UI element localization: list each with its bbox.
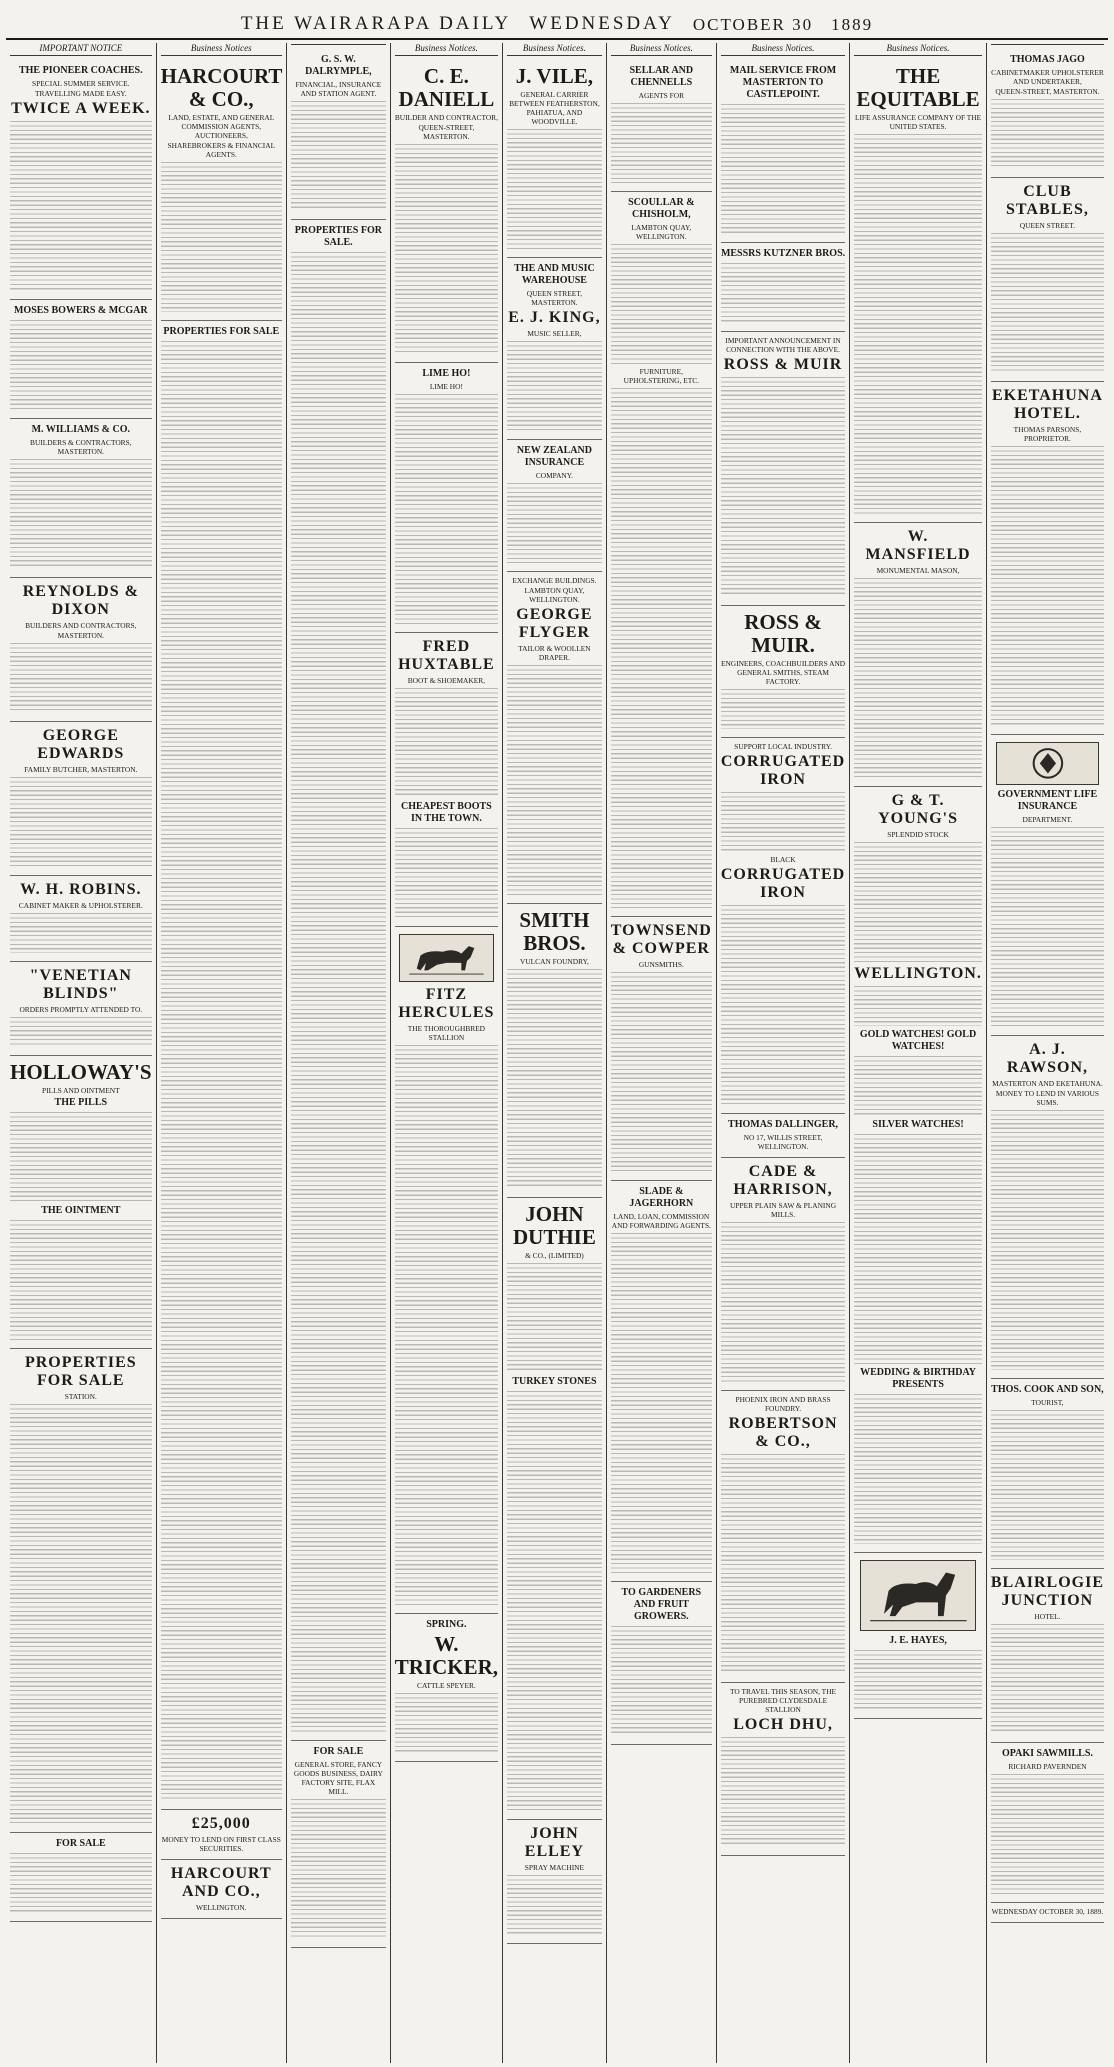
ad-heading: CADE & HARRISON,	[733, 1163, 833, 1198]
ad-heading: THE PIONEER COACHES.	[18, 65, 143, 76]
ad-heading: SCOULLAR & CHISHOLM,	[628, 197, 695, 220]
ad-for-sale	[10, 1833, 152, 1922]
ad-subheading: MASTERTON AND EKETAHUNA.	[992, 1078, 1103, 1088]
ad-name: E. J. KING,	[508, 309, 601, 326]
ad-subheading: PILLS AND OINTMENT	[42, 1086, 120, 1095]
ad-section-heading: FURNITURE, UPHOLSTERING, ETC.	[623, 367, 699, 385]
ad-lime-ho	[395, 363, 498, 633]
text-block	[395, 1045, 498, 1605]
ad-heading: SPRING.	[426, 1619, 467, 1631]
ad-subheading: COMPANY.	[535, 471, 573, 480]
text-block	[10, 459, 152, 569]
ad-subheading: BUILDERS & CONTRACTORS, MASTERTON.	[30, 438, 132, 456]
column-7	[717, 43, 850, 2063]
ad-loch-dhu	[721, 1683, 845, 1856]
ad-trade: MUSIC SELLER,	[527, 329, 582, 338]
text-block	[611, 244, 712, 364]
text-block	[291, 252, 386, 1732]
text-block	[854, 1394, 982, 1544]
ad-heading: MOSES BOWERS & MCGAR	[13, 305, 148, 316]
ad-club-stables	[991, 178, 1104, 382]
ad-subheading: LAMBTON QUAY, WELLINGTON.	[631, 223, 692, 241]
ad-subheading: NO 17, WILLIS STREET, WELLINGTON.	[743, 1133, 823, 1151]
ad-heading: HARCOURT AND CO.,	[170, 1865, 272, 1900]
ad-w-h-robins	[10, 876, 152, 962]
ad-scoullar-chisholm	[611, 192, 712, 917]
ad-heading: THE EQUITABLE	[856, 64, 980, 111]
text-block	[291, 1799, 386, 1939]
ad-heading: CLUB STABLES,	[1006, 183, 1089, 218]
ad-subheading: MONUMENTAL MASON,	[876, 566, 960, 575]
ad-heading: GOVERNMENT LIFE INSURANCE	[997, 788, 1098, 812]
column-1-heading: IMPORTANT NOTICE	[10, 43, 152, 56]
ad-location: QUEEN-STREET, MASTERTON.	[995, 87, 1100, 96]
ad-subheading: FINANCIAL, INSURANCE AND STATION AGENT.	[295, 80, 382, 98]
text-block	[507, 483, 602, 563]
ad-slade-jagerhorn	[611, 1181, 712, 1582]
text-block	[611, 972, 712, 1172]
text-block	[611, 1233, 712, 1573]
paper-name: THE WAIRARAPA DAILY	[240, 13, 512, 34]
ad-cade-harrison	[721, 1158, 845, 1391]
text-block	[721, 792, 845, 852]
ad-subheading: SPECIAL SUMMER SERVICE.	[32, 79, 130, 88]
text-block	[854, 842, 982, 962]
text-block	[991, 446, 1104, 726]
ad-location: QUEEN-STREET, MASTERTON.	[418, 123, 475, 141]
ad-heading: J. E. HAYES,	[889, 1634, 947, 1646]
crest-icon	[997, 743, 1099, 784]
ad-kutzner-bros	[721, 243, 845, 332]
columns	[6, 43, 1108, 2063]
ad-music-warehouse	[507, 258, 602, 440]
text-block	[991, 1774, 1104, 1894]
text-block	[721, 1737, 845, 1847]
ad-corrugated-iron	[721, 738, 845, 1114]
text-block	[395, 1693, 498, 1753]
ad-subheading: GUNSMITHS.	[638, 960, 684, 969]
ad-section-heading: THE PILLS	[54, 1097, 108, 1108]
crest-emblem	[996, 742, 1100, 785]
ad-subheading: THOMAS PARSONS, PROPRIETOR.	[1013, 425, 1082, 443]
column-4	[391, 43, 503, 2063]
text-block	[721, 377, 845, 597]
ad-holloways	[10, 1056, 152, 1349]
ad-subheading: FAMILY BUTCHER, MASTERTON.	[24, 765, 138, 774]
text-block	[507, 1875, 602, 1935]
masthead-date: OCTOBER 30	[692, 15, 814, 34]
ad-subheading: DEPARTMENT.	[1022, 814, 1073, 824]
ad-subheading: TAILOR & WOOLLEN DRAPER.	[518, 644, 591, 662]
ad-heading: W. H. ROBINS.	[20, 881, 142, 898]
ad-heading: GEORGE FLYGER	[516, 606, 593, 641]
text-block	[854, 578, 982, 778]
ad-heading: G & T. YOUNG'S	[878, 792, 958, 827]
text-block	[10, 121, 152, 291]
ad-government-insurance	[991, 735, 1104, 1036]
text-block	[991, 99, 1104, 169]
ad-subheading: SPLENDID STOCK	[887, 830, 949, 839]
text-block	[991, 233, 1104, 373]
ad-george-flyger	[507, 572, 602, 904]
ad-heading-name: W. TRICKER,	[394, 1632, 499, 1680]
text-block	[507, 341, 602, 431]
column-3	[287, 43, 391, 2063]
text-block	[10, 643, 152, 713]
ad-j-e-hayes	[854, 1553, 982, 1719]
ad-tagline: TRAVELLING MADE EASY.	[35, 89, 127, 98]
ad-heading: PROPERTIES FOR SALE	[24, 1354, 137, 1389]
ad-heading: MAIL SERVICE FROM MASTERTON TO CASTLEPOINT.	[729, 65, 837, 100]
ad-subheading-2: SHAREBROKERS & FINANCIAL AGENTS.	[167, 141, 276, 159]
ad-subheading: QUEEN STREET, MASTERTON.	[526, 289, 583, 307]
stallion-engraving	[860, 1560, 977, 1631]
ad-ross-muir-notice	[721, 332, 845, 606]
ad-heading: EKETAHUNA HOTEL.	[991, 387, 1103, 422]
ad-section-heading: THE OINTMENT	[41, 1205, 121, 1216]
ad-subheading: BUILDER AND CONTRACTOR,	[394, 113, 498, 122]
column-1	[6, 43, 157, 2063]
ad-location-2: LAMBTON QUAY, WELLINGTON.	[524, 586, 585, 604]
ad-subheading: ORDERS PROMPTLY ATTENDED TO.	[19, 1005, 143, 1014]
ad-subheading: SPRAY MACHINE	[524, 1863, 585, 1872]
ad-heading: REYNOLDS & DIXON	[22, 583, 139, 618]
column-3-heading	[291, 43, 386, 45]
ad-heading: SMITH BROS.	[519, 908, 590, 955]
text-block	[854, 1650, 982, 1710]
ad-robertson	[721, 1391, 845, 1683]
ad-subheading: BUILDERS AND CONTRACTORS,	[25, 621, 137, 630]
column-5	[503, 43, 607, 2063]
ad-nz-insurance	[507, 440, 602, 572]
ad-subheading: CABINETMAKER UPHOLSTERER AND UNDERTAKER,	[991, 68, 1104, 86]
ad-heading: THOS. COOK AND SON,	[991, 1383, 1104, 1395]
ad-subheading: PHOENIX IRON AND BRASS FOUNDRY.	[735, 1395, 831, 1413]
text-block	[721, 905, 845, 1105]
ad-john-duthie	[507, 1198, 602, 1820]
ad-thos-cook	[991, 1379, 1104, 1569]
text-block	[611, 103, 712, 183]
ad-spring	[395, 1614, 498, 1762]
ad-subheading: TOURIST,	[1031, 1397, 1064, 1407]
ad-eketahuna-hotel	[991, 382, 1104, 735]
ad-m-williams	[10, 419, 152, 578]
text-block	[291, 101, 386, 211]
ad-venetian-blinds	[10, 962, 152, 1056]
ad-sellar-chennells	[611, 60, 712, 192]
ad-heading: MESSRS KUTZNER BROS.	[720, 248, 846, 259]
ad-subheading: SUPPORT LOCAL INDUSTRY.	[734, 742, 832, 751]
ad-heading: LOCH DHU,	[733, 1716, 833, 1733]
ad-slogan: CHEAPEST BOOTS IN THE TOWN.	[401, 801, 492, 824]
ad-section-heading: CORRUGATED IRON	[720, 866, 846, 901]
text-block	[854, 986, 982, 1026]
text-block	[10, 777, 152, 867]
ad-heading: SLADE & JAGERHORN	[629, 1186, 694, 1209]
ad-a-j-rawson	[991, 1036, 1104, 1379]
ad-heading: £25,000	[191, 1815, 251, 1832]
text-block	[991, 1624, 1104, 1734]
text-block	[395, 144, 498, 354]
ad-blairlogie	[991, 1569, 1104, 1743]
ad-thomas-dallinger	[721, 1114, 845, 1158]
ad-subheading: QUEEN STREET.	[1019, 221, 1076, 230]
column-6-heading: Business Notices.	[611, 43, 712, 56]
ad-young	[854, 787, 982, 1553]
ad-subheading: STATION.	[64, 1392, 97, 1401]
text-block	[991, 827, 1104, 1027]
ad-subheading: IMPORTANT ANNOUNCEMENT IN CONNECTION WITH THE ABOVE.	[725, 336, 841, 354]
ad-heading: THOMAS JAGO	[1010, 54, 1085, 65]
ad-heading: "VENETIAN BLINDS"	[29, 967, 132, 1002]
ad-w-mansfield	[854, 523, 982, 787]
ad-properties-for-sale	[10, 1349, 152, 1833]
ad-heading: SELLAR AND CHENNELLS	[629, 65, 694, 88]
ad-townsend-cowper	[611, 917, 712, 1181]
ad-dalrymple-for-sale	[291, 1741, 386, 1948]
ad-heading: HOLLOWAY'S	[10, 1060, 152, 1084]
text-block	[721, 1454, 845, 1674]
ad-subheading: LIME HO!	[429, 382, 463, 391]
text-block	[395, 828, 498, 918]
ad-fitz-hercules	[395, 927, 498, 1614]
ad-fred-huxtable	[395, 633, 498, 927]
ad-harcourt	[161, 60, 282, 321]
ad-subheading: CATTLE SPEYER.	[417, 1681, 476, 1691]
column-9	[987, 43, 1108, 2063]
ad-heading: J. VILE,	[515, 64, 594, 88]
masthead-year: 1889	[831, 15, 874, 34]
ad-subheading: THE THOROUGHBRED STALLION	[407, 1024, 486, 1043]
text-block	[991, 1410, 1104, 1560]
column-5-heading: Business Notices.	[507, 43, 602, 56]
ad-heading: THE AND MUSIC WAREHOUSE	[514, 263, 595, 286]
ad-heading: TOWNSEND & COWPER	[610, 922, 712, 957]
text-block	[721, 689, 845, 729]
ad-location: EXCHANGE BUILDINGS.	[512, 576, 597, 585]
ad-thomas-jago	[991, 49, 1104, 178]
column-7-heading: Business Notices.	[721, 43, 845, 56]
ad-tagline: MONEY TO LEND IN VARIOUS SUMS.	[995, 1088, 1099, 1107]
ad-subheading: HOTEL.	[1034, 1611, 1061, 1621]
text-block	[991, 1110, 1104, 1370]
ad-equitable	[854, 60, 982, 523]
ad-moses-bowers	[10, 300, 152, 419]
ad-heading: A. J. RAWSON,	[1006, 1040, 1089, 1076]
ad-subheading: LIFE ASSURANCE COMPANY OF THE UNITED STATES.	[854, 113, 982, 131]
ad-gardeners	[611, 1582, 712, 1745]
ad-harcourt-footer	[161, 1860, 282, 1919]
text-block	[10, 1017, 152, 1047]
column-2-heading: Business Notices	[161, 43, 282, 56]
ad-subheading: GENERAL CARRIER BETWEEN FEATHERSTON, PAHIATUA, AND WOODVILLE.	[509, 90, 600, 126]
ad-location: MASTERTON.	[57, 631, 105, 640]
ad-money-to-lend	[161, 1810, 282, 1860]
ad-subheading: UPPER PLAIN SAW & PLANING MILLS.	[730, 1201, 837, 1219]
horse-icon	[861, 1561, 976, 1630]
ad-heading: M. WILLIAMS & CO.	[31, 424, 131, 435]
ad-harcourt-properties	[161, 321, 282, 1810]
text-block	[507, 129, 602, 249]
text-block	[721, 1222, 845, 1382]
text-block	[507, 1263, 602, 1373]
ad-heading: JOHN ELLEY	[524, 1825, 585, 1860]
ad-heading: FOR SALE	[313, 1746, 364, 1757]
imprint	[991, 1903, 1104, 1923]
ad-dalrymple	[291, 49, 386, 220]
ad-heading: ROBERTSON & CO.,	[728, 1415, 838, 1450]
ad-subheading: TO TRAVEL THIS SEASON, THE PUREBRED CLYDESDALE STALLION	[730, 1687, 837, 1714]
text-block	[721, 104, 845, 234]
ad-location: WELLINGTON.	[854, 965, 982, 982]
ad-smith-bros	[507, 904, 602, 1198]
ad-reynolds-dixon	[10, 578, 152, 722]
ad-j-vile	[507, 60, 602, 258]
ad-heading: THOMAS DALLINGER,	[728, 1119, 839, 1130]
text-block	[10, 1853, 152, 1913]
ad-subheading: LAND, LOAN, COMMISSION AND FORWARDING AGENTS.	[611, 1212, 711, 1230]
horse-engraving	[399, 934, 494, 982]
text-block	[395, 688, 498, 798]
ad-section-heading: WEDDING & BIRTHDAY PRESENTS	[860, 1367, 977, 1390]
column-4-heading: Business Notices.	[395, 43, 498, 56]
ad-subheading: BOOT & SHOEMAKER,	[407, 676, 486, 685]
text-block	[10, 913, 152, 953]
ad-subheading: CABINET MAKER & UPHOLSTERER.	[18, 901, 143, 910]
ad-subheading: ENGINEERS, COACHBUILDERS AND GENERAL SMITHS, STEAM FACTORY.	[720, 659, 846, 686]
ad-heading: JOHN DUTHIE	[512, 1202, 596, 1249]
ad-heading: ROSS & MUIR	[723, 356, 843, 373]
text-block	[395, 394, 498, 624]
text-block	[161, 162, 282, 312]
ad-subheading: RICHARD PAVERNDEN	[1008, 1761, 1087, 1771]
text-block	[854, 134, 982, 514]
column-2	[157, 43, 287, 2063]
ad-subheading: MONEY TO LEND ON FIRST CLASS SECURITIES.	[161, 1835, 281, 1853]
ad-section-subheading: BLACK	[770, 855, 796, 864]
ad-heading: FOR SALE	[55, 1838, 106, 1849]
text-block	[507, 1391, 602, 1811]
masthead-weekday: WEDNESDAY	[529, 13, 675, 34]
text-block	[721, 263, 845, 323]
text-block	[161, 341, 282, 1801]
column-9-heading	[991, 43, 1104, 45]
ad-c-e-daniell	[395, 60, 498, 363]
ad-heading: FITZ HERCULES	[398, 986, 495, 1022]
ad-ross-muir	[721, 606, 845, 738]
ad-george-edwards	[10, 722, 152, 876]
ad-heading: HARCOURT & CO.,	[160, 64, 283, 111]
ad-opaki-sawmills	[991, 1743, 1104, 1903]
ad-section-heading: TURKEY STONES	[512, 1376, 597, 1387]
ad-heading: GEORGE EDWARDS	[37, 727, 125, 762]
ad-subheading: LAND, ESTATE, AND GENERAL COMMISSION AGENTS, AUCTIONEERS,	[168, 113, 275, 140]
ad-heading: TO GARDENERS AND FRUIT GROWERS.	[621, 1587, 702, 1622]
ad-section-heading: SILVER WATCHES!	[872, 1119, 964, 1130]
text-block	[10, 320, 152, 410]
column-8	[850, 43, 987, 2063]
text-block	[854, 1134, 982, 1364]
text-block	[507, 969, 602, 1189]
ad-subheading: & CO., (LIMITED)	[525, 1251, 584, 1260]
ad-heading: PROPERTIES FOR SALE.	[294, 225, 382, 248]
ad-slogan: TWICE A WEEK.	[11, 100, 151, 117]
ad-heading: W. MANSFIELD	[865, 528, 971, 563]
ad-heading: OPAKI SAWMILLS.	[1001, 1747, 1093, 1759]
ad-subheading: VULCAN FOUNDRY,	[519, 957, 589, 966]
ad-heading: LIME HO!	[422, 368, 471, 379]
text-block	[10, 1112, 152, 1202]
ad-heading: CORRUGATED IRON	[720, 753, 846, 788]
ad-heading: C. E. DANIELL	[398, 64, 495, 111]
column-6	[607, 43, 717, 2063]
horse-icon	[400, 935, 493, 981]
text-block	[10, 1404, 152, 1824]
ad-heading: G. S. W. DALRYMPLE,	[305, 54, 372, 77]
text-block	[611, 1626, 712, 1736]
text-block	[611, 388, 712, 908]
ad-heading: PROPERTIES FOR SALE	[163, 326, 280, 337]
ad-mail-service	[721, 60, 845, 243]
imprint-date: WEDNESDAY OCTOBER 30, 1889.	[991, 1906, 1104, 1916]
ad-subheading: WELLINGTON.	[196, 1903, 247, 1912]
ad-heading: FRED HUXTABLE	[398, 638, 495, 673]
text-block	[507, 665, 602, 895]
text-block	[10, 1220, 152, 1340]
ad-subheading: AGENTS FOR	[638, 91, 685, 100]
text-block	[854, 1056, 982, 1116]
ad-section-heading: GOLD WATCHES! GOLD WATCHES!	[859, 1029, 977, 1052]
column-8-heading: Business Notices.	[854, 43, 982, 56]
ad-dalrymple-properties	[291, 220, 386, 1741]
ad-pioneer-coaches	[10, 60, 152, 300]
ad-heading: ROSS & MUIR.	[744, 610, 822, 657]
ad-subheading: GENERAL STORE, FANCY GOODS BUSINESS, DAIRY FACTORY SITE, FLAX MILL.	[293, 1760, 383, 1796]
ad-heading: BLAIRLOGIE JUNCTION	[990, 1573, 1104, 1609]
masthead	[6, 0, 1108, 40]
ad-heading: NEW ZEALAND INSURANCE	[516, 445, 592, 468]
ad-john-elley	[507, 1820, 602, 1944]
